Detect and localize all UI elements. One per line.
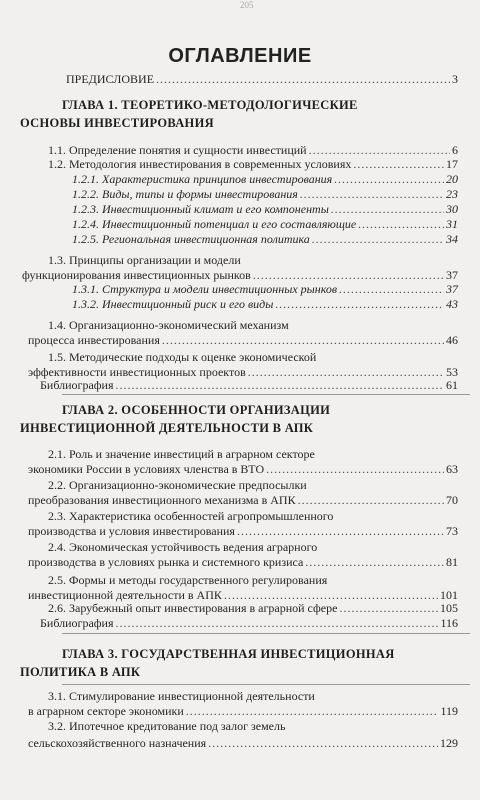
toc-entry[interactable] (22, 268, 458, 282)
leader-dots (208, 736, 438, 750)
leader-dots (224, 588, 438, 602)
toc-entry[interactable] (40, 616, 458, 630)
section-divider (62, 394, 470, 395)
toc-entry[interactable] (48, 143, 458, 157)
leader-dots (266, 462, 444, 476)
toc-entry-label: в аграрном секторе экономики (28, 704, 184, 718)
toc-entry[interactable] (28, 524, 458, 538)
toc-entry[interactable] (48, 601, 458, 615)
toc-entry-page: 31 (446, 217, 458, 231)
toc-entry-page: 6 (452, 143, 458, 157)
toc-entry-label: инвестиционной деятельности в АПК (28, 588, 222, 602)
section-divider (62, 633, 470, 634)
toc-entry-page: 30 (446, 202, 458, 216)
toc-entry-label: Библиография (40, 616, 114, 630)
leader-dots (237, 524, 444, 538)
toc-entry-page: 43 (446, 297, 458, 311)
toc-entry[interactable] (28, 736, 458, 750)
toc-entry[interactable] (28, 588, 458, 602)
toc-entry-page: 53 (446, 365, 458, 379)
toc-entry-page: 61 (446, 378, 458, 392)
leader-dots (275, 297, 444, 311)
leader-dots (186, 704, 439, 718)
toc-entry-label: экономики России в условиях членства в ВТО (28, 462, 265, 476)
toc-entry-label-line1[interactable]: 3.2. Ипотечное кредитование под залог земель (48, 719, 286, 733)
leader-dots (331, 202, 444, 216)
toc-entry-label: сельскохозяйственного назначения (28, 736, 207, 750)
chapter-heading[interactable]: ГЛАВА 1. ТЕОРЕТИКО-МЕТОДОЛОГИЧЕСКИЕ (62, 98, 358, 112)
running-head: 205 (240, 0, 254, 10)
toc-entry-label: производства и условия инвестирования (28, 524, 235, 538)
toc-entry-label: процесса инвестирования (28, 333, 160, 347)
toc-entry-label-line1[interactable]: 1.5. Методические подходы к оценке экономической (48, 350, 317, 364)
toc-entry-label: ПРЕДИСЛОВИЕ (66, 72, 155, 86)
leader-dots (116, 616, 439, 630)
chapter-heading[interactable]: ОСНОВЫ ИНВЕСТИРОВАНИЯ (20, 116, 214, 130)
toc-entry-label-line1[interactable]: 2.5. Формы и методы государственного регулирования (48, 573, 328, 587)
toc-entry-label: 1.3.2. Инвестиционный риск и его виды (72, 297, 274, 311)
toc-entry-page: 63 (446, 462, 458, 476)
toc-entry-label: эффективности инвестиционных проектов (28, 365, 246, 379)
toc-entry-page: 23 (446, 187, 458, 201)
leader-dots (353, 157, 444, 171)
toc-entry-label: Библиография (40, 378, 114, 392)
toc-entry[interactable] (28, 462, 458, 476)
leader-dots (358, 217, 444, 231)
toc-entry-label-line1[interactable]: 2.3. Характеристика особенностей агропромышленного (48, 509, 334, 523)
toc-subentry[interactable] (72, 187, 458, 201)
toc-entry-label: 1.2.3. Инвестиционный климат и его компоненты (72, 202, 329, 216)
toc-entry[interactable] (28, 365, 458, 379)
toc-entry-label: преобразования инвестиционного механизма в АПК (28, 493, 296, 507)
toc-entry[interactable] (28, 333, 458, 347)
leader-dots (248, 365, 444, 379)
toc-entry-page: 73 (446, 524, 458, 538)
toc-entry-page: 105 (440, 601, 458, 615)
toc-entry-label: 1.2.4. Инвестиционный потенциал и его составляющие (72, 217, 357, 231)
toc-entry-page: 37 (446, 282, 458, 296)
toc-entry-label: 1.2.5. Региональная инвестиционная политика (72, 232, 310, 246)
leader-dots (339, 601, 438, 615)
chapter-heading[interactable]: ГЛАВА 3. ГОСУДАРСТВЕННАЯ ИНВЕСТИЦИОННАЯ (62, 647, 395, 661)
toc-subentry[interactable] (72, 232, 458, 246)
leader-dots (298, 493, 444, 507)
toc-entry-page: 3 (452, 72, 458, 86)
toc-entry-page: 34 (446, 232, 458, 246)
toc-entry[interactable] (40, 378, 458, 392)
toc-entry-page: 81 (446, 555, 458, 569)
toc-subentry[interactable] (72, 297, 458, 311)
toc-subentry[interactable] (72, 217, 458, 231)
toc-entry-label: 1.2.2. Виды, типы и формы инвестирования (72, 187, 298, 201)
toc-entry-label-line1[interactable]: 2.4. Экономическая устойчивость ведения аграрного (48, 540, 318, 554)
toc-subentry[interactable] (72, 202, 458, 216)
chapter-heading[interactable]: ГЛАВА 2. ОСОБЕННОСТИ ОРГАНИЗАЦИИ (62, 403, 331, 417)
toc-entry-page: 101 (440, 588, 458, 602)
leader-dots (300, 187, 444, 201)
chapter-heading[interactable]: ПОЛИТИКА В АПК (20, 665, 141, 679)
toc-entry-label-line1[interactable]: 1.4. Организационно-экономический механизм (48, 318, 289, 332)
toc-entry[interactable] (28, 555, 458, 569)
toc-entry-label: 2.6. Зарубежный опыт инвестирования в аграрной сфере (48, 601, 338, 615)
leader-dots (156, 72, 450, 86)
toc-entry[interactable] (66, 72, 458, 86)
toc-entry-page: 119 (440, 704, 458, 718)
page-title: ОГЛАВЛЕНИЕ (168, 45, 312, 67)
leader-dots (312, 232, 444, 246)
leader-dots (116, 378, 445, 392)
toc-entry-label: 1.1. Определение понятия и сущности инвестиций (48, 143, 307, 157)
leader-dots (162, 333, 444, 347)
section-divider (62, 684, 470, 685)
toc-subentry[interactable] (72, 282, 458, 296)
toc-entry-label: производства в условиях рынка и системного кризиса (28, 555, 304, 569)
toc-entry[interactable] (28, 493, 458, 507)
toc-entry[interactable] (48, 157, 458, 171)
toc-entry-page: 20 (446, 172, 458, 186)
leader-dots (253, 268, 444, 282)
toc-entry-label-line1[interactable]: 1.3. Принципы организации и модели (48, 253, 241, 267)
chapter-heading[interactable]: ИНВЕСТИЦИОННОЙ ДЕЯТЕЛЬНОСТИ В АПК (20, 421, 314, 435)
toc-entry-page: 37 (446, 268, 458, 282)
toc-entry[interactable] (28, 704, 458, 718)
leader-dots (334, 172, 444, 186)
leader-dots (305, 555, 444, 569)
toc-subentry[interactable] (72, 172, 458, 186)
toc-entry-label-line1[interactable]: 2.2. Организационно-экономические предпосылки (48, 478, 307, 492)
toc-entry-label-line1[interactable]: 2.1. Роль и значение инвестиций в аграрном секторе (48, 447, 315, 461)
toc-entry-label-line1[interactable]: 3.1. Стимулирование инвестиционной деятельности (48, 689, 315, 703)
toc-entry-label: 1.2.1. Характеристика принципов инвестирования (72, 172, 333, 186)
toc-entry-label: 1.2. Методология инвестирования в современных условиях (48, 157, 352, 171)
toc-entry-label: функционирования инвестиционных рынков (22, 268, 251, 282)
leader-dots (309, 143, 450, 157)
toc-entry-page: 116 (440, 616, 458, 630)
toc-entry-page: 17 (446, 157, 458, 171)
toc-entry-page: 129 (440, 736, 458, 750)
leader-dots (339, 282, 444, 296)
toc-entry-page: 70 (446, 493, 458, 507)
toc-entry-page: 46 (446, 333, 458, 347)
toc-entry-label: 1.3.1. Структура и модели инвестиционных рынков (72, 282, 338, 296)
